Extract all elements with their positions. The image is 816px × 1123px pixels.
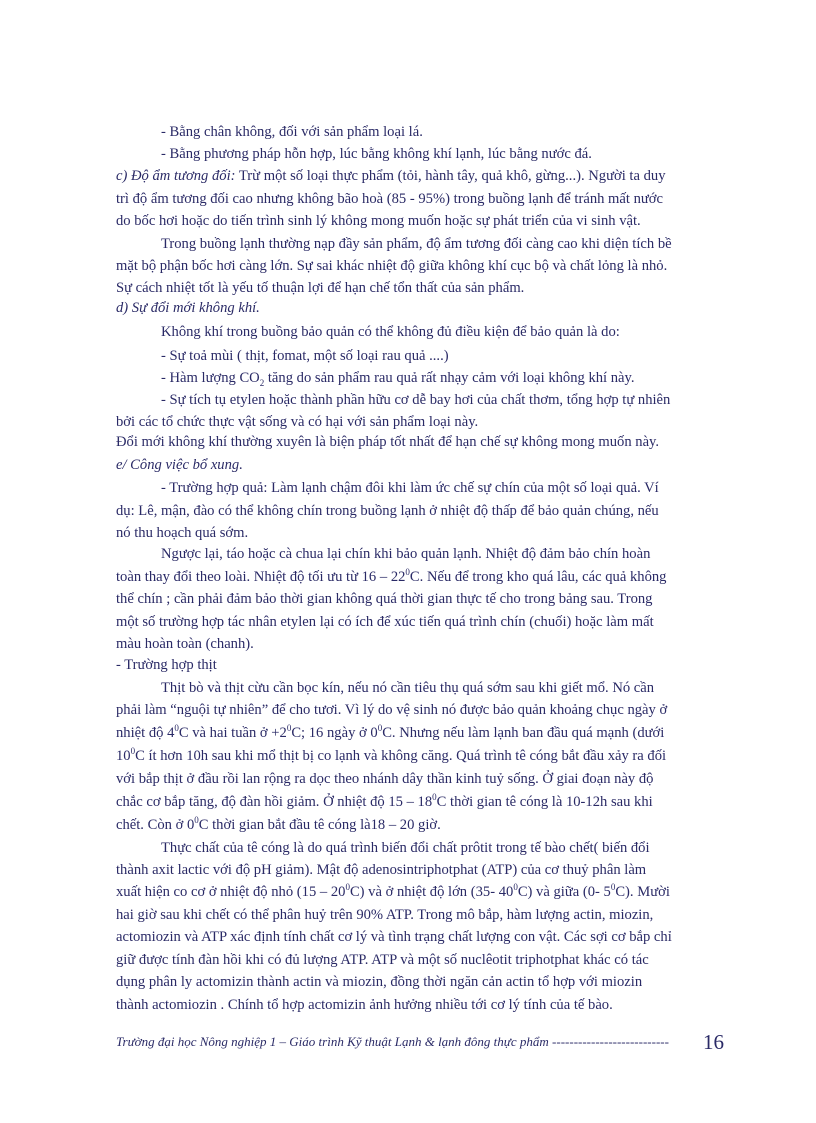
text-line: - Bằng phương pháp hỗn hợp, lúc bằng không khí lạnh, lúc bằng nước đá.: [161, 146, 592, 162]
text-line: Sự cách nhiệt tốt là yếu tố thuận lợi để hạn chế tổn thất của sản phẩm.: [116, 280, 525, 296]
text-line: c) Độ ẩm tương đối: Trừ một số loại thực phẩm (tỏi, hành tây, quả khô, gừng...). Người ta duy: [116, 168, 666, 184]
text-line: do bốc hơi hoặc do tiến trình sinh lý không mong muốn hoặc sự phát triển của vi sinh vật.: [116, 213, 641, 229]
text-line: xuất hiện co cơ ở nhiệt độ nhỏ $(15 - 20^0C)$ và ở nhiệt độ lớn (35- $40^0C$) và giữa (0- $5^0C$). Mười: [116, 882, 670, 900]
text-line: - Sự toả mùi ( thịt, fomat, một số loại rau quả ....): [161, 348, 449, 364]
page-number: 16: [703, 1030, 724, 1054]
text-line: Ngược lại, táo hoặc cà chua lại chín khi bảo quản lạnh. Nhiệt độ đảm bảo chín hoàn: [161, 546, 651, 562]
text-line: mặt bộ phận bốc hơi càng lớn. Sự sai khác nhiệt độ giữa không khí cục bộ và chất lỏng là nhỏ.: [116, 258, 668, 274]
text-line: - Sự tích tụ etylen hoặc thành phần hữu cơ dễ bay hơi của chất thơm, tổng hợp tự nhiên: [161, 392, 671, 408]
text-line: - Trường hợp thịt: [116, 657, 217, 673]
section-heading: e/ Công việc bổ xung.: [116, 457, 243, 473]
text-line: thành axit lactic với độ pH giảm). Mật độ adenosintriphotphat (ATP) của cơ thuỷ phân làm: [116, 862, 647, 878]
text-line: phải làm “nguội tự nhiên” để cho tươi. Vì lý do vệ sinh nó được bảo quản khoảng chục ngày ở: [116, 702, 668, 718]
text-line: nhiệt độ $4^0C$ và hai tuần ở $+2^0C$; 16 ngày ở $0^0C$. Nhưng nếu làm lạnh ban đầu quá mạnh (dưới: [116, 723, 665, 741]
text-line: bởi các tổ chức thực vật sống và có hại với sản phẩm loại này.: [116, 414, 479, 430]
text-line: trì độ ẩm tương đối cao nhưng không bão hoà (85 - 95%) trong buồng lạnh để tránh mất nước: [116, 191, 663, 207]
text-line: Đổi mới không khí thường xuyên là biện pháp tốt nhất để hạn chế sự không mong muốn này.: [116, 434, 660, 450]
section-heading: c) Độ ẩm tương đối:: [116, 168, 236, 184]
page-footer: Trường đại học Nông nghiệp 1 – Giáo trình Kỹ thuật Lạnh & lạnh đông thực phẩm ---------------------------: [116, 1034, 669, 1049]
text-line: - Trường hợp quả: Làm lạnh chậm đôi khi làm ức chế sự chín của một số loại quả. Ví: [161, 480, 659, 496]
text-line: màu hoàn toàn (chanh).: [116, 636, 254, 652]
text-line: Không khí trong buồng bảo quản có thể không đủ điều kiện để bảo quản là do:: [161, 324, 620, 340]
text-line: Thực chất của tê cóng là do quá trình biến đổi chất prôtit trong tế bào chết( biến đổi: [161, 840, 650, 856]
text-line: actomiozin và ATP xác định tính chất cơ lý và tình trạng chất lượng con vật. Các sợi cơ bắp chỉ: [116, 929, 672, 945]
text-line: nó thu hoạch quá sớm.: [116, 525, 249, 541]
text-line: giữ được tính đàn hồi khi có đủ lượng ATP. ATP và một số nuclêotit triphotphat khác có tác: [116, 952, 649, 968]
text-line: Trong buồng lạnh thường nạp đầy sản phẩm, độ ẩm tương đối càng cao khi diện tích bề: [161, 236, 672, 252]
text-line: - Bằng chân không, đối với sản phẩm loại lá.: [161, 124, 423, 140]
text-line: chết. Còn ở $0^0C$ thời gian bắt đầu tê cóng là18 – 20 giờ.: [116, 815, 441, 833]
text-line: $10^0C$ ít hơn 10h sau khi mổ thịt bị co lạnh và không căng. Quá trình tê cóng bắt đầu xảy ra đối: [116, 746, 667, 764]
section-heading: d) Sự đổi mới không khí.: [116, 300, 260, 316]
text-line: chắc cơ bắp tăng, độ đàn hồi giảm. Ở nhiệt độ $15 - 18^0C$ thời gian tê cóng là 10-12h sau khi: [116, 792, 653, 810]
text-line: thành actomiozin . Chính tổ hợp actomizin ảnh hưởng nhiều tới cơ lý tính của tế bào.: [116, 997, 613, 1013]
text-line: thể chín ; cần phải đảm bảo thời gian không quá thời gian thực tế cho trong bảng sau. Trong: [116, 591, 653, 607]
text-line: toàn thay đổi theo loài. Nhiệt độ tối ưu từ $16 - 22^0C$. Nếu để trong kho quá lâu, các quả không: [116, 567, 667, 585]
text-line: Thịt bò và thịt cừu cần bọc kín, nếu nó cần tiêu thụ quá sớm sau khi giết mổ. Nó cần: [161, 680, 655, 696]
text-line: một số trường hợp tác nhân etylen lại có ích để xúc tiến quá trình chín (chuối) hoặc làm mất: [116, 614, 654, 630]
text-line: - Hàm lượng $CO_2$ tăng do sản phẩm rau quả rất nhạy cảm với loại không khí này.: [161, 370, 635, 388]
text-line: hai giờ sau khi chết có thể phân huỷ trên 90% ATP. Trong mô bắp, hàm lượng actin, miozin,: [116, 907, 654, 923]
text-line: với bắp thịt ở đầu rồi lan rộng ra dọc theo nhánh dây thần kinh tuỷ sống. Ở giai đoạn này độ: [116, 771, 654, 787]
text-line: dụ: Lê, mận, đào có thể không chín trong buồng lạnh ở nhiệt độ thấp để bảo quản chúng, nếu: [116, 503, 659, 519]
text-line: dụng phân ly actomizin thành actin và miozin, đồng thời ngăn cản actin tổ hợp với miozin: [116, 974, 643, 990]
